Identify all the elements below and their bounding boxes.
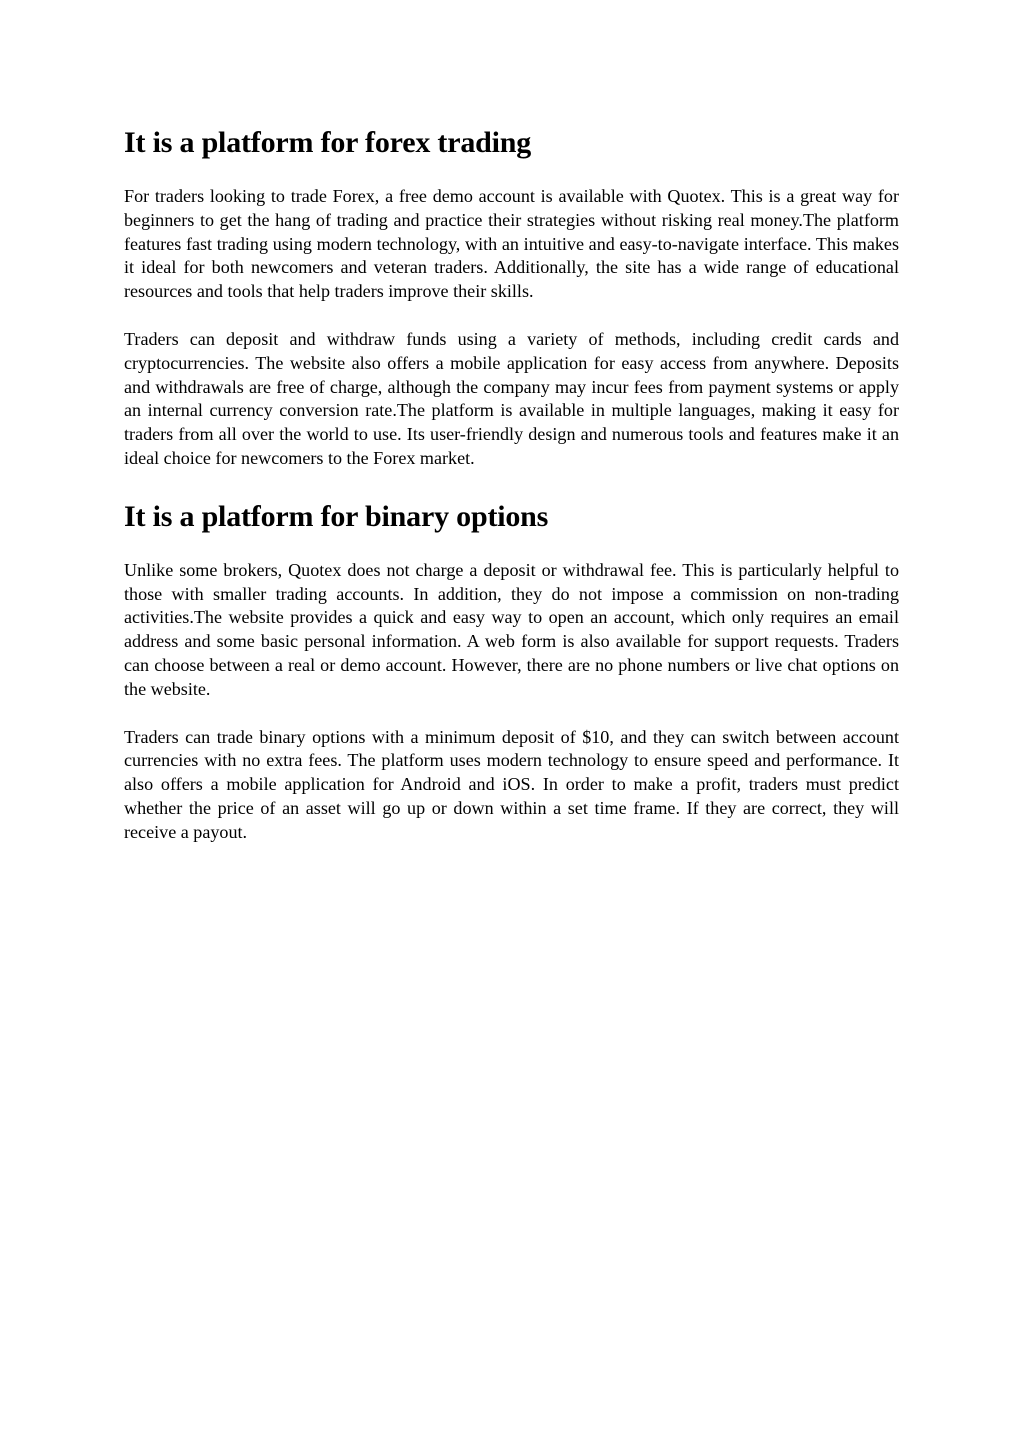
paragraph-forex-deposits: Traders can deposit and withdraw funds using a variety of methods, including credit cards and cryptocurrencies. The website also offers a mobile application for easy access from anywhere. Deposits and withdrawals are free of charge, although the company may incur fees from payment systems or apply an internal currency conversion rate.The platform is available in multiple languages, making it easy for traders from all over the world to use. Its user-friendly design and numerous tools and features make it an ideal choice for newcomers to the Forex market.	[124, 328, 899, 468]
section-heading-forex: It is a platform for forex trading	[124, 126, 532, 159]
document-body	[124, 124, 899, 845]
paragraph-binary-trading: Traders can trade binary options with a minimum deposit of $10, and they can switch between account currencies with no extra fees. The platform uses modern technology to ensure speed and performance. It also offers a mobile application for Android and iOS. In order to make a profit, traders must predict whether the price of an asset will go up or down within a set time frame. If they are correct, they will receive a payout.	[124, 726, 899, 842]
section-heading-binary-options: It is a platform for binary options	[124, 499, 549, 533]
paragraph-forex-demo-account: For traders looking to trade Forex, a free demo account is available with Quotex. This is a great way for beginners to get the hang of trading and practice their strategies without risking real money.The platform features fast trading using modern technology, with an intuitive and easy-to-navigate interface. This makes it ideal for both newcomers and veteran traders. Additionally, the site has a wide range of educational resources and tools that help traders improve their skills.	[124, 186, 899, 302]
paragraph-binary-fees: Unlike some brokers, Quotex does not charge a deposit or withdrawal fee. This is particularly helpful to those with smaller trading accounts. In addition, they do not impose a commission on non-trading activities.The website provides a quick and easy way to open an account, which only requires an email address and some basic personal information. A web form is also available for support requests. Traders can choose between a real or demo account. However, there are no phone numbers or live chat options on the website.	[124, 559, 899, 699]
